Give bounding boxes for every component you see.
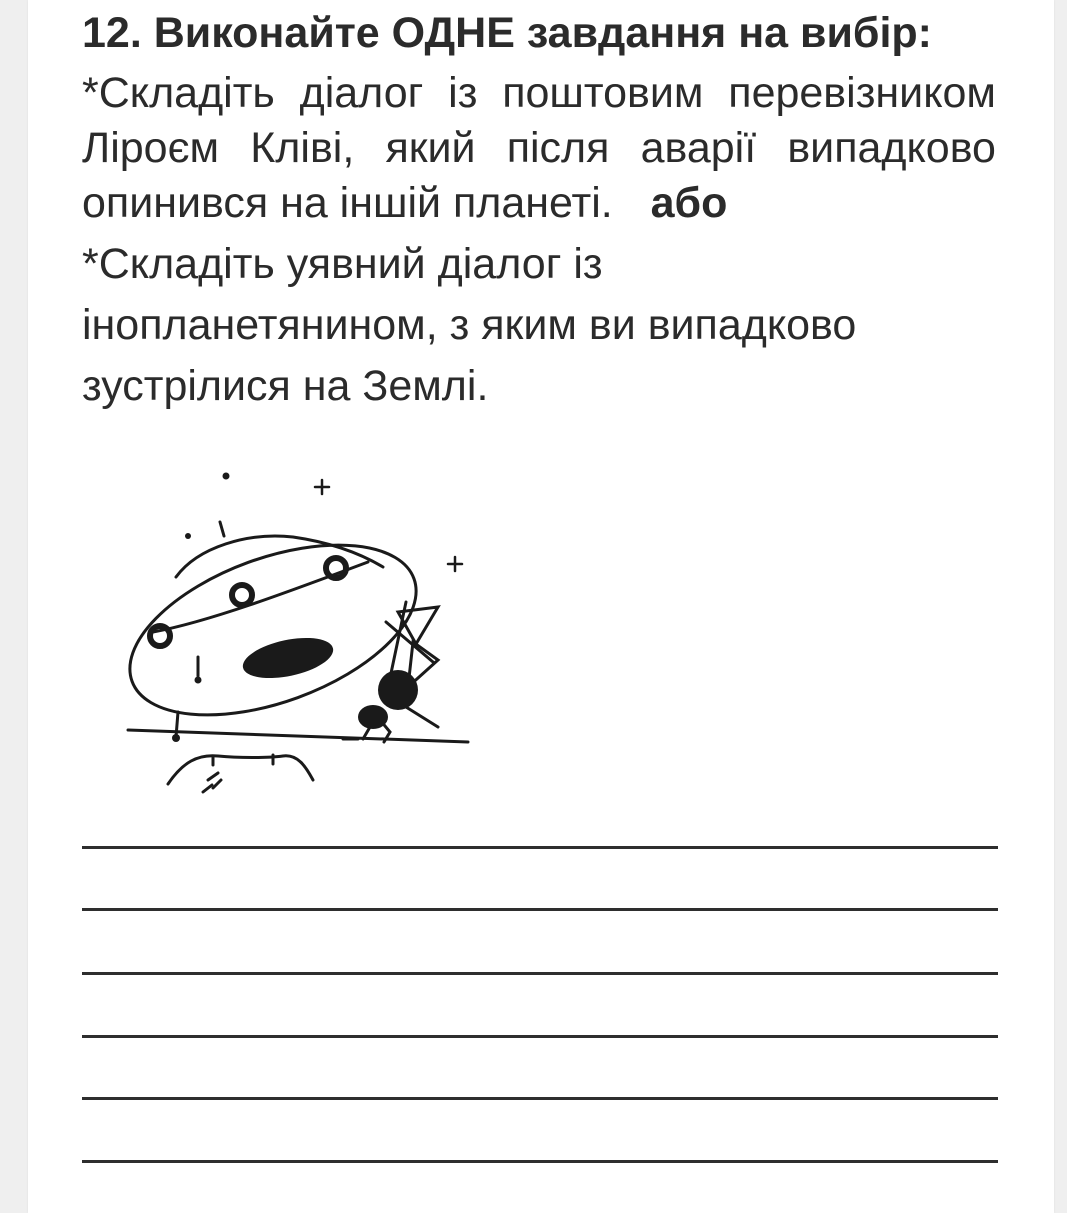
option1-line3-text: опинився на іншій планеті.: [82, 179, 613, 227]
answer-line[interactable]: [82, 1097, 998, 1100]
word: Кліві,: [250, 124, 355, 172]
ufo-crash-illustration-icon: [108, 462, 478, 807]
word: із: [448, 69, 478, 117]
answer-line[interactable]: [82, 1160, 998, 1163]
answer-line[interactable]: [82, 972, 998, 975]
word: *Складіть: [82, 69, 275, 117]
word: який: [385, 124, 476, 172]
word: діалог: [299, 69, 424, 117]
word: Ліроєм: [82, 124, 220, 172]
separator-text: або: [650, 179, 728, 227]
word: випадково: [787, 124, 996, 172]
word: аварії: [640, 124, 757, 172]
word: перевізником: [728, 69, 996, 117]
answer-line[interactable]: [82, 846, 998, 849]
task-heading: 12. Виконайте ОДНЕ завдання на вибір:: [82, 9, 933, 57]
option1-line1: [82, 69, 996, 117]
answer-line[interactable]: [82, 908, 998, 911]
word: поштовим: [502, 69, 704, 117]
option1-line3: [82, 179, 996, 227]
option2-line3: зустрілися на Землі.: [82, 362, 489, 410]
answer-line[interactable]: [82, 1035, 998, 1038]
option2-line2: інопланетянином, з яким ви випадково: [82, 301, 857, 349]
word: після: [506, 124, 610, 172]
option2-line1: *Складіть уявний діалог із: [82, 240, 603, 288]
option1-line2: [82, 124, 996, 172]
